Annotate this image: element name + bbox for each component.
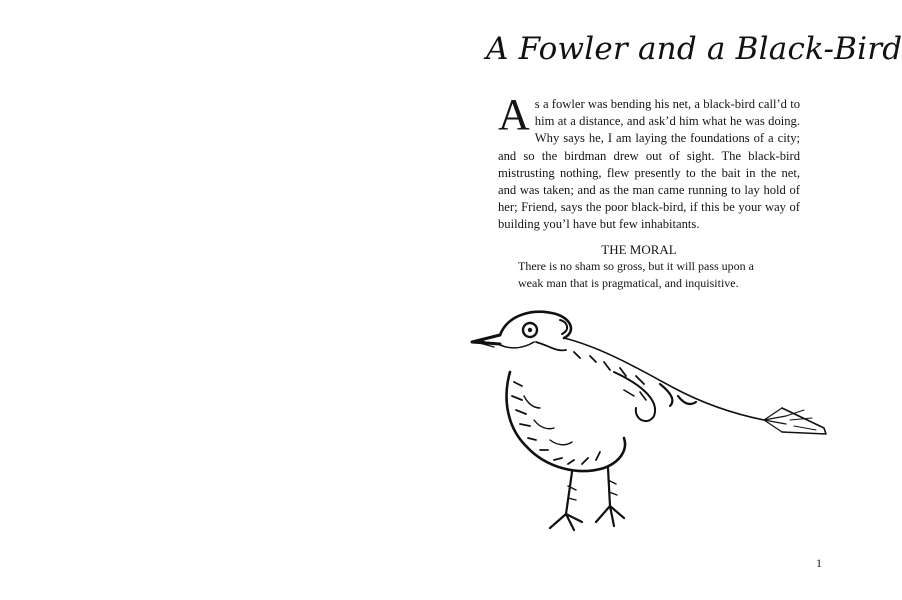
page-number: 1: [816, 556, 822, 570]
right-page: [428, 0, 902, 600]
bird-illustration: [464, 300, 844, 550]
moral-heading: THE MORAL: [601, 242, 677, 257]
moral-text: There is no sham so gross, but it will pass upon a weak man that is pragmatical, and inquisitive.: [518, 259, 754, 290]
drop-cap: A: [498, 90, 530, 139]
fable-title: A Fowler and a Black-Bird: [486, 31, 902, 67]
fable-body: [498, 90, 800, 234]
left-page-blank: [0, 0, 428, 600]
fable-body-text: s a fowler was bending his net, a black-bird call’d to him at a distance, and ask’d him what he was doing. Why says he, I am laying the foundations of a city; and so the birdman drew out of sight. The black-bird mistrusting nothing, flew presently to the bait in the net, and was taken; and as the man came running to lay hold of her; Friend, says the poor black-bird, if this be your way of building you’l have but few inhabitants.: [498, 97, 800, 232]
